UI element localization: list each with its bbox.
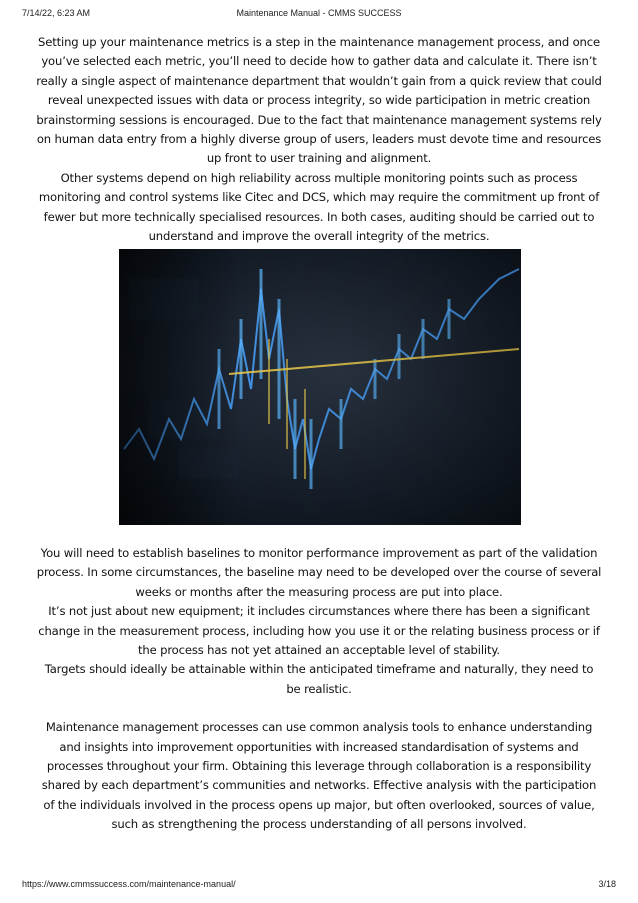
page-number: 3/18 [598,879,616,889]
page-url[interactable]: https://www.cmmssuccess.com/maintenance-manual/ [22,879,236,889]
print-datetime: 7/14/22, 6:23 AM [22,8,91,18]
body-text-top [36,33,602,246]
paragraph: Other systems depend on high reliability across multiple monitoring points such as process monitoring and control systems like Citec and DCS, which may require the commitment up front of fewer but more technically specialised resources. In both cases, auditing should be carried out to understand and improve the overall integrity of the metrics. [38,170,600,244]
body-text-bottom [36,544,602,835]
paragraph: Setting up your maintenance metrics is a step in the maintenance management process, and once you’ve selected each metric, you’ll need to decide how to gather data and calculate it. There isn’t really a single aspect of maintenance department that wouldn’t gain from a quick review that could reveal unexpected issues with data or process integrity, so wide participation in metric creation brainstorming sessions is encouraged. Due to the fact that maintenance management systems rely on human data entry from a highly diverse group of users, leaders must devote time and resources up front to user training and alignment. [36,35,602,166]
paragraph-spacer [36,699,602,718]
paragraph: It’s not just about new equipment; it includes circumstances where there has been a significant change in the measurement process, including how you use it or the relating business process or if the process has not yet attained an acceptable level of stability. [38,604,600,658]
stock-chart-photo [119,249,521,525]
page-footer [22,879,616,893]
paragraph: Maintenance management processes can use common analysis tools to enhance understanding and insights into improvement opportunities with increased standardisation of systems and processes throughout your firm. Obtaining this leverage through collaboration is a responsibility shared by each department’s communities and networks. Effective analysis with the participation of the individuals involved in the process opens up major, but often overlooked, sources of value, such as strengthening the process understanding of all persons involved. [41,720,597,832]
page-title: Maintenance Manual - CMMS SUCCESS [236,8,402,18]
paragraph: Targets should ideally be attainable within the anticipated timeframe and naturally, they need to be realistic. [44,662,594,696]
paragraph: You will need to establish baselines to monitor performance improvement as part of the validation process. In some circumstances, the baseline may need to be developed over the course of several weeks or months after the measuring process are put into place. [36,546,602,599]
page-header [22,8,616,22]
